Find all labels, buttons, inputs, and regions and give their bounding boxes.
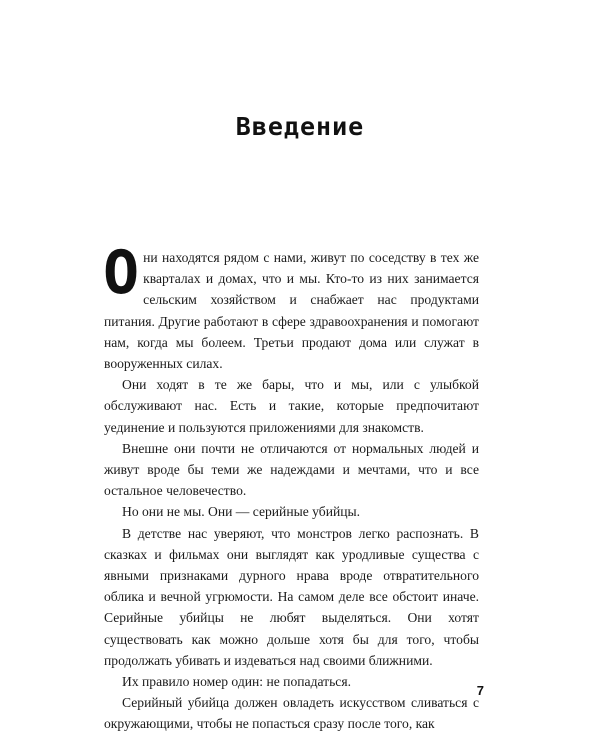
paragraph-4: Но они не мы. Они — серийные убийцы. <box>122 504 361 520</box>
paragraph-6: Их правило номер один: не попадаться. <box>122 674 351 690</box>
page-number: 7 <box>476 683 484 698</box>
body-text <box>103 238 479 735</box>
paragraph-5: В детстве нас уверяют, что монстров легко распознать. В сказках и фильмах они выглядят как уродливые существа с явными признаками дурного нрава вроде отвратительного облика и вечной угрюмости. На самом деле все обстоит иначе. Серийные убийцы не любят выделяться. Они хотят существовать как можно дольше хотя бы для того, чтобы продолжать убивать и издеваться над своими ближними. <box>104 525 479 668</box>
paragraph-3: Внешне они почти не отличаются от нормальных людей и живут вроде бы теми же надеждами и мечтами, что и все остальное человечество. <box>104 440 479 499</box>
paragraph-1 <box>103 238 479 374</box>
paragraph-2: Они ходят в те же бары, что и мы, или с улыбкой обслуживают нас. Есть и такие, которые предпочитают уединение и пользуются приложениями для знакомств. <box>104 377 479 435</box>
paragraph-7: Серийный убийца должен овладеть искусством сливаться с окружающими, чтобы не попасться сразу после того, как <box>104 695 479 732</box>
chapter-title: Введение <box>235 112 365 141</box>
paragraph-1-text: ни находятся рядом с нами, живут по соседству в тех же кварталах и домах, что и мы. Кто-то из них занимается сельским хозяйством и снабжает нас продуктами питания. Другие работают в сфере здравоохранения и помогают нам, когда мы болеем. Третьи продают дома или служат в вооруженных силах. <box>104 250 479 372</box>
drop-cap: О <box>103 238 140 308</box>
